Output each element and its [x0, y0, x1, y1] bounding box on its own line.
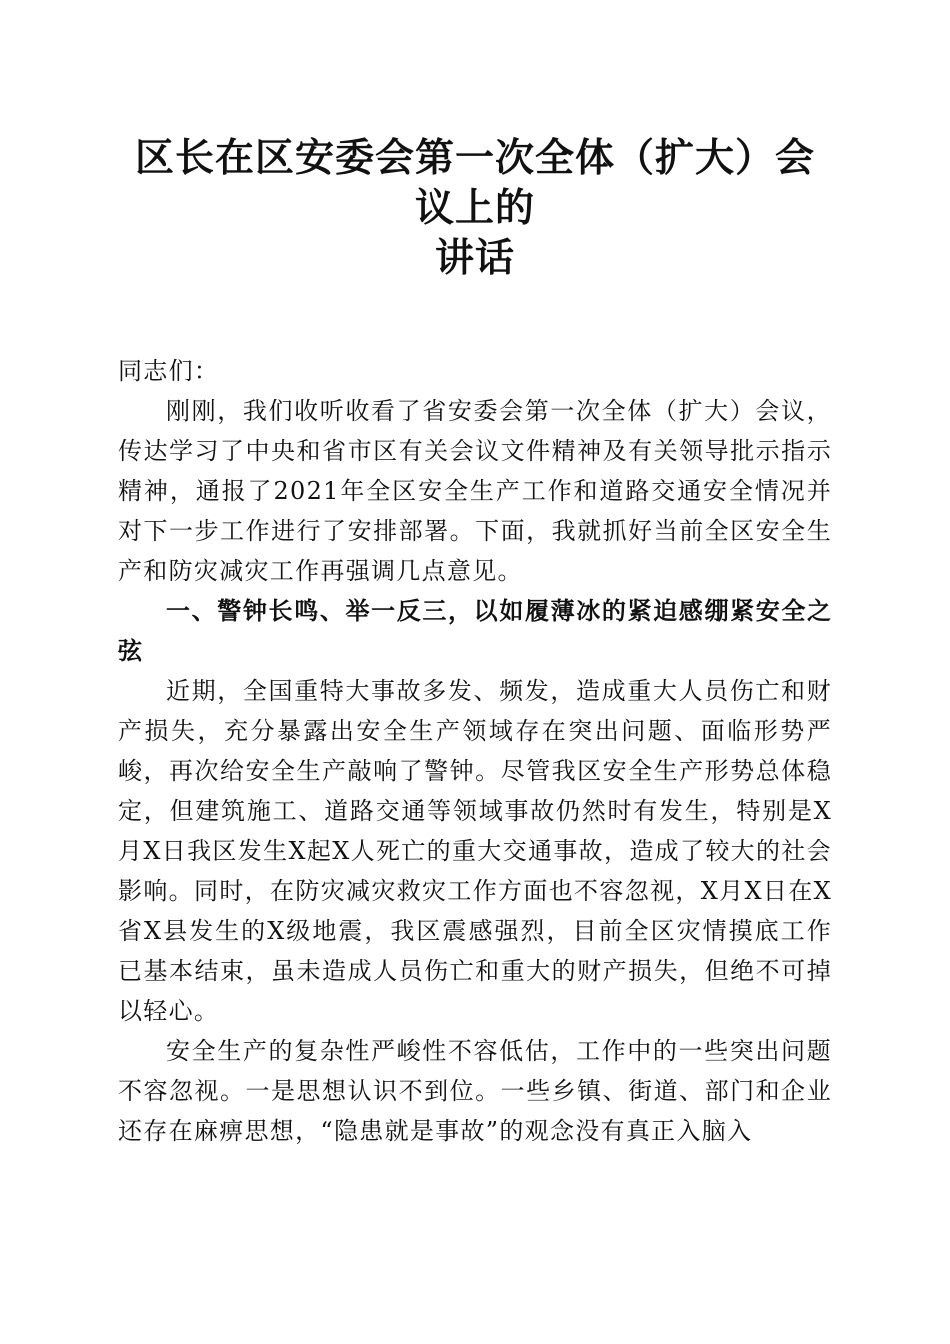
title-line-2: 讲话	[434, 235, 515, 281]
title-line-1: 区长在区安委会第一次全体（扩大）会议上的	[134, 135, 815, 231]
salutation: 同志们：	[118, 357, 220, 385]
document-title	[118, 133, 832, 283]
intro-paragraph: 刚刚，我们收听收看了省安委会第一次全体（扩大）会议，传达学习了中央和省市区有关会议文件精神及有关领导批示指示精神，通报了2021年全区安全生产工作和道路交通安全情况并对下一步工作进行了安排部署。下面，我就抓好当前全区安全生产和防灾减灾工作再强调几点意见。	[118, 397, 832, 585]
section1-paragraph-2: 安全生产的复杂性严峻性不容低估，工作中的一些突出问题不容忽视。一是思想认识不到位。一些乡镇、街道、部门和企业还存在麻痹思想，“隐患就是事故”的观念没有真正入脑入	[118, 1037, 832, 1145]
document-body	[118, 351, 832, 1151]
section1-paragraph-1: 近期，全国重特大事故多发、频发，造成重大人员伤亡和财产损失，充分暴露出安全生产领域存在突出问题、面临形势严峻，再次给安全生产敲响了警钟。尽管我区安全生产形势总体稳定，但建筑施工、道路交通等领域事故仍然时有发生，特别是X月X日我区发生X起X人死亡的重大交通事故，造成了较大的社会影响。同时，在防灾减灾救灾工作方面也不容忽视，X月X日在X省X县发生的X级地震，我区震感强烈，目前全区灾情摸底工作已基本结束，虽未造成人员伤亡和重大的财产损失，但绝不可掉以轻心。	[118, 677, 832, 1025]
section-heading-1: 一、警钟长鸣、举一反三，以如履薄冰的紧迫感绷紧安全之弦	[118, 597, 832, 665]
